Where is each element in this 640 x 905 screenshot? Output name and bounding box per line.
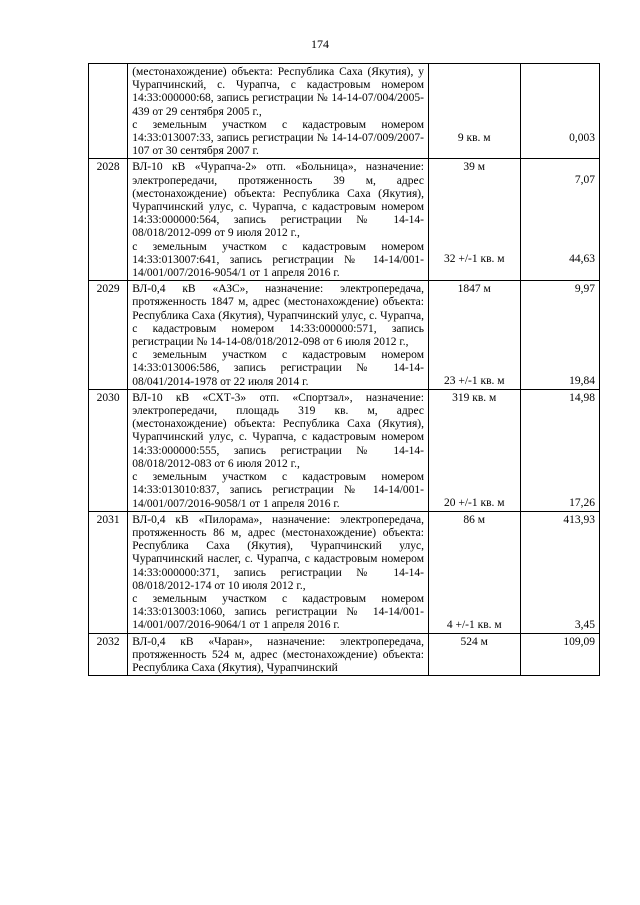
page-number: 174 — [311, 37, 329, 51]
table-row — [89, 64, 600, 159]
land-plot-value: 19,84 — [569, 375, 595, 388]
row-value — [520, 389, 599, 511]
row-number: 2030 — [89, 389, 128, 511]
row-size — [428, 281, 520, 390]
object-value: 413,93 — [563, 513, 595, 526]
land-plot-value: 3,45 — [574, 618, 595, 631]
row-size — [428, 511, 520, 633]
object-size: 524 м — [460, 635, 488, 648]
row-number: 2031 — [89, 511, 128, 633]
row-description — [128, 511, 429, 633]
table-row — [89, 633, 600, 676]
object-size: 1847 м — [457, 283, 491, 296]
row-value — [520, 64, 599, 159]
object-description: ВЛ-10 кВ «Чурапча-2» отп. «Больница», назначение: электропередачи, протяженность 39 м, адрес (местонахождение) объекта: Республика Саха (Якутия), Чурапчинский улус, с. Чурапча, с кадастровым номером 14:33:000000:564, запись регистрации № 14-14-08/018/2012-099 от 9 июля 2012 г., — [132, 161, 424, 240]
land-plot-value: 0,003 — [569, 132, 595, 144]
land-plot-size: 23 +/-1 кв. м — [443, 375, 505, 388]
row-number: 2029 — [89, 281, 128, 390]
object-size: 39 м — [463, 161, 486, 174]
row-description — [128, 159, 429, 281]
object-description: (местонахождение) объекта: Республика Саха (Якутия), у Чурапчинский, с. Чурапча, с кадастровым номером 14:33:000000:68, запись регистрации № 14-14-07/004/2005-439 от 29 сентября 2005 г., — [132, 66, 424, 118]
registry-table — [88, 63, 600, 676]
land-plot-description: с земельным участком с кадастровым номером 14:33:013006:586, запись регистрации № 14-14-08/041/2014-1978 от 22 июля 2014 г. — [132, 349, 424, 388]
row-description — [128, 633, 429, 676]
land-plot-size: 20 +/-1 кв. м — [443, 496, 505, 509]
row-value — [520, 159, 599, 281]
object-value: 9,97 — [574, 283, 595, 296]
land-plot-size: 32 +/-1 кв. м — [443, 253, 505, 266]
row-value — [520, 511, 599, 633]
row-value — [520, 281, 599, 390]
row-description — [128, 281, 429, 390]
row-number: 2032 — [89, 633, 128, 676]
object-value: 7,07 — [574, 174, 595, 187]
table-row — [89, 159, 600, 281]
object-size: 319 кв. м — [452, 391, 497, 404]
object-size — [433, 66, 516, 132]
land-plot-size: 9 кв. м — [457, 132, 491, 144]
row-size — [428, 159, 520, 281]
land-plot-description: с земельным участком с кадастровым номером 14:33:013010:837, запись регистрации № 14-14/001-14/001/007/2016-9058/1 от 1 апреля 2016 г. — [132, 471, 424, 510]
object-description: ВЛ-10 кВ «СХТ-3» отп. «Спортзал», назначение: электропередачи, площадь 319 кв. м, адрес (местонахождение) объекта: Республика Саха (Якутия), Чурапчинский улус, с. Чурапча, с кадастровым номером 14:33:000000:555, запись регистрации № 14-14-08/018/2012-083 от 6 июля 2012 г., — [132, 391, 424, 470]
object-description: ВЛ-0,4 кВ «АЗС», назначение: электропередача, протяженность 1847 м, адрес (местонахождение) объекта: Республика Саха (Якутия), Чурапчинский улус, с. Чурапча, с кадастровым номером 14:33:000000:571, запись регистрации № 14-14-08/018/2012-098 от 6 июля 2012 г., — [132, 283, 424, 349]
table-row — [89, 389, 600, 511]
row-number: 2028 — [89, 159, 128, 281]
land-plot-description: с земельным участком с кадастровым номером 14:33:013003:1060, запись регистрации № 14-14/001-14/001/007/2016-9064/1 от 1 апреля 2016 г. — [132, 592, 424, 632]
row-value — [520, 633, 599, 676]
row-description — [128, 64, 429, 159]
row-description — [128, 389, 429, 511]
land-plot-size: 4 +/-1 кв. м — [446, 618, 502, 631]
object-size: 86 м — [463, 513, 486, 526]
row-size — [428, 389, 520, 511]
object-value — [525, 66, 595, 132]
object-value: 14,98 — [569, 391, 595, 404]
table-row — [89, 281, 600, 390]
row-size — [428, 633, 520, 676]
land-plot-description: с земельным участком с кадастровым номером 14:33:013007:33, запись регистрации № 14-14-07/009/2007-107 от 30 сентября 2007 г. — [132, 118, 424, 158]
land-plot-value: 44,63 — [569, 253, 595, 266]
object-description: ВЛ-0,4 кВ «Чаран», назначение: электропередача, протяженность 524 м, адрес (местонахождение) объекта: Республика Саха (Якутия), Чурапчинский — [132, 635, 424, 674]
land-plot-value: 17,26 — [569, 496, 595, 509]
object-value: 109,09 — [563, 635, 595, 648]
table-row — [89, 511, 600, 633]
object-description: ВЛ-0,4 кВ «Пилорама», назначение: электропередача, протяженность 86 м, адрес (местонахождение) объекта: Республика Саха (Якутия), Чурапчинский улус, Чурапчинский наслег, с. Чурапча, с кадастровым номером 14:33:000000:371, запись регистрации № 14-14-08/018/2012-174 от 10 июля 2012 г., — [132, 513, 424, 592]
row-size — [428, 64, 520, 159]
row-number — [89, 64, 128, 159]
land-plot-description: с земельным участком с кадастровым номером 14:33:013007:641, запись регистрации № 14-14/001-14/001/007/2016-9054/1 от 1 апреля 2016 г. — [132, 240, 424, 280]
